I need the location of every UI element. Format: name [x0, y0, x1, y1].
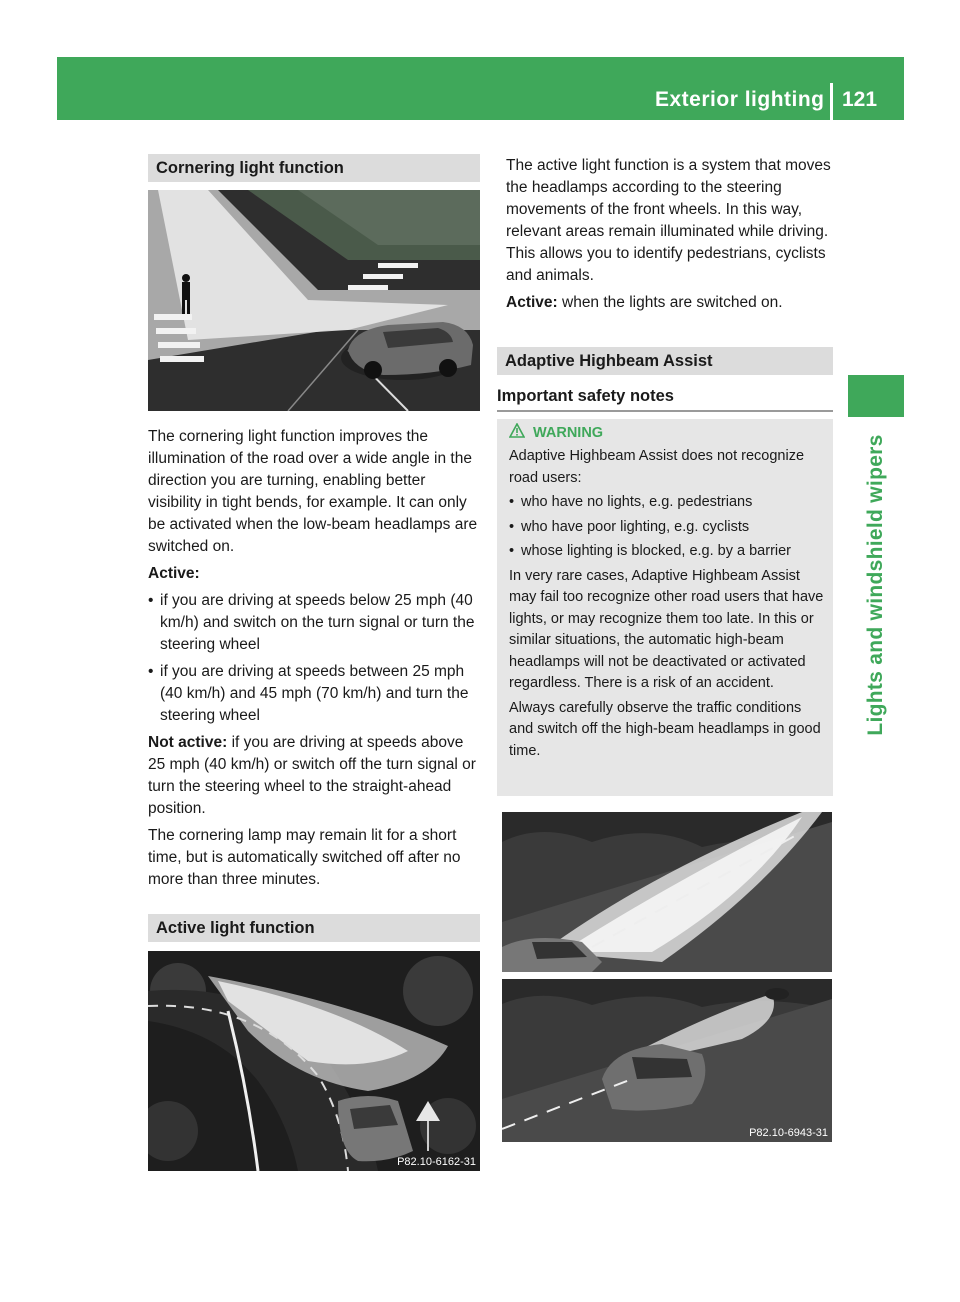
cornering-active-label: Active:	[148, 565, 200, 582]
active-light-illustration	[148, 951, 480, 1171]
highbeam-illustration-top	[502, 812, 832, 972]
section-heading-adaptive-highbeam: Adaptive Highbeam Assist	[497, 347, 833, 375]
cornering-light-illustration	[148, 190, 480, 411]
warning-body	[509, 446, 827, 765]
side-tab-marker	[848, 375, 904, 417]
warning-text-2: Always carefully observe the traffic conditions and switch off the high-beam headlamps in good time.	[509, 699, 821, 759]
warning-header	[509, 423, 603, 442]
active-light-body	[506, 155, 831, 319]
warning-label: WARNING	[533, 424, 604, 441]
cornering-not-active-label: Not active:	[148, 734, 228, 751]
cornering-body	[148, 426, 483, 896]
warning-box	[497, 419, 833, 796]
figure-code: P82.10-6162-31	[397, 1156, 476, 1168]
cornering-remain-text: The cornering lamp may remain lit for a short time, but is automatically switched off after no more than three minutes.	[148, 827, 461, 888]
warning-intro: Adaptive Highbeam Assist does not recognize road users:	[509, 448, 805, 486]
warning-item: • who have no lights, e.g. pedestrians	[509, 492, 827, 514]
warning-item: • who have poor lighting, e.g. cyclists	[509, 517, 827, 539]
highbeam-illustration-bottom	[502, 979, 832, 1142]
subheading-rule	[497, 410, 833, 412]
warning-item: • whose lighting is blocked, e.g. by a barrier	[509, 541, 827, 563]
warning-triangle-icon	[509, 423, 525, 442]
subheading-safety-notes: Important safety notes	[497, 387, 674, 405]
figure-code: P82.10-6943-31	[749, 1127, 828, 1139]
cornering-intro: The cornering light function improves the illumination of the road over a wide angle in the direction you are turning, enabling better visibility in tight bends, for example. It can only be activated when the low-beam headlamps are switched on.	[148, 428, 478, 555]
section-heading-cornering: Cornering light function	[148, 154, 480, 182]
cornering-active-item: • if you are driving at speeds between 25 mph (40 km/h) and 45 mph (70 km/h) and turn the steering wheel	[148, 661, 483, 727]
section-heading-active-light: Active light function	[148, 914, 480, 942]
active-light-active-text: when the lights are switched on.	[562, 294, 783, 311]
cornering-not-active-text: if you are driving at speeds above 25 mph (40 km/h) or switch off the turn signal or turn the steering wheel to the straight-ahead position.	[148, 734, 476, 817]
cornering-active-item: • if you are driving at speeds below 25 mph (40 km/h) and switch on the turn signal or turn the steering wheel	[148, 590, 483, 656]
warning-text-1: In very rare cases, Adaptive Highbeam Assist may fail too recognize other road users that have lights, or may recognize them too late. In this or similar situations, the automatic high-beam headlamps will not be deactivated or activated regardless. There is a risk of an accident.	[509, 567, 824, 691]
active-light-text: The active light function is a system that moves the headlamps according to the steering movements of the front wheels. In this way, relevant areas remain illuminated while driving. This allows you to identify pedestrians, cyclists and animals.	[506, 157, 831, 284]
header-separator	[830, 83, 833, 120]
page-number: 121	[842, 88, 878, 111]
chapter-title: Exterior lighting	[655, 88, 825, 111]
active-light-active-label: Active:	[506, 294, 558, 311]
side-tab-label: Lights and windshield wipers	[864, 434, 887, 736]
